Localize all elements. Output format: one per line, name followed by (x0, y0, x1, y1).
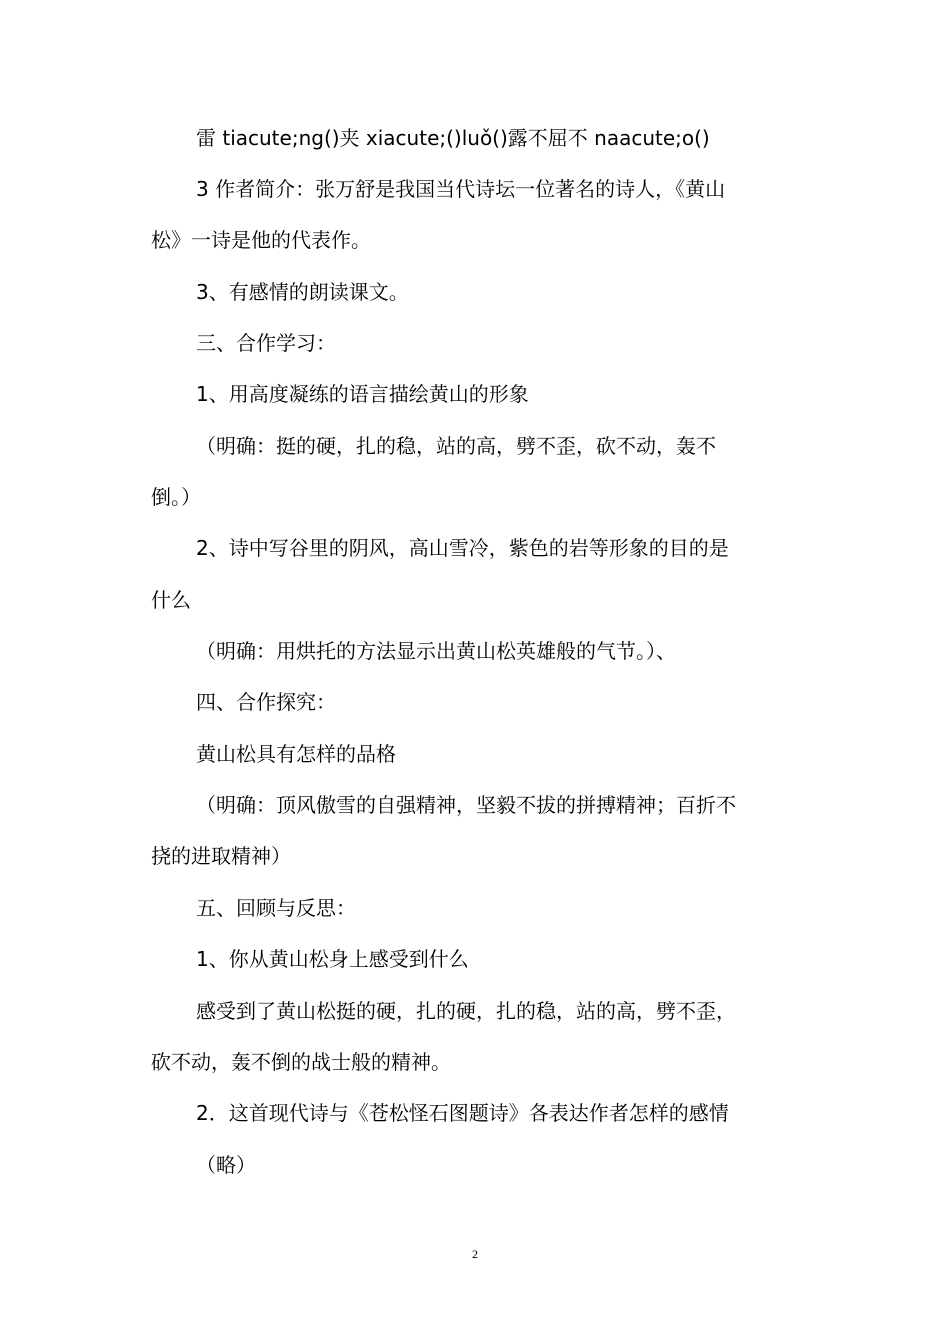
text-line: 倒。） (151, 485, 201, 509)
text-line: 3、有感情的朗读课文。 (196, 280, 409, 304)
page-number: 2 (472, 1247, 478, 1261)
text-line: 2、诗中写谷里的阴风，高山雪冷，紫色的岩等形象的目的是 (196, 536, 729, 560)
text-line: （明确：顶风傲雪的自强精神，坚毅不拔的拼搏精神；百折不 (196, 793, 736, 817)
text-line: 3 作者简介：张万舒是我国当代诗坛一位著名的诗人，《黄山 (196, 177, 726, 201)
text-line: （略） (196, 1153, 256, 1177)
text-line: 松》一诗是他的代表作。 (151, 228, 371, 252)
text-line: 1、用高度凝练的语言描绘黄山的形象 (196, 382, 529, 406)
text-line: 黄山松具有怎样的品格 (196, 742, 396, 766)
text-line: 雷 tiacute;ng()夹 xiacute;()luǒ()露不屈不 naacute;o() (196, 126, 710, 150)
text-line: 1、你从黄山松身上感受到什么 (196, 947, 469, 971)
text-line: 感受到了黄山松挺的硬，扎的硬，扎的稳，站的高，劈不歪， (196, 999, 736, 1023)
section-heading: 四、合作探究： (196, 690, 336, 714)
text-line: 2．这首现代诗与《苍松怪石图题诗》各表达作者怎样的感情 (196, 1101, 729, 1125)
section-heading: 五、回顾与反思： (196, 896, 356, 920)
text-line: （明确：挺的硬，扎的稳，站的高，劈不歪，砍不动，轰不 (196, 434, 716, 458)
text-line: 什么 (151, 588, 191, 612)
text-line: 挠的进取精神） (151, 844, 291, 868)
text-line: （明确：用烘托的方法显示出黄山松英雄般的气节。）、 (196, 639, 676, 663)
text-line: 砍不动，轰不倒的战士般的精神。 (151, 1050, 451, 1074)
section-heading: 三、合作学习： (196, 331, 336, 355)
